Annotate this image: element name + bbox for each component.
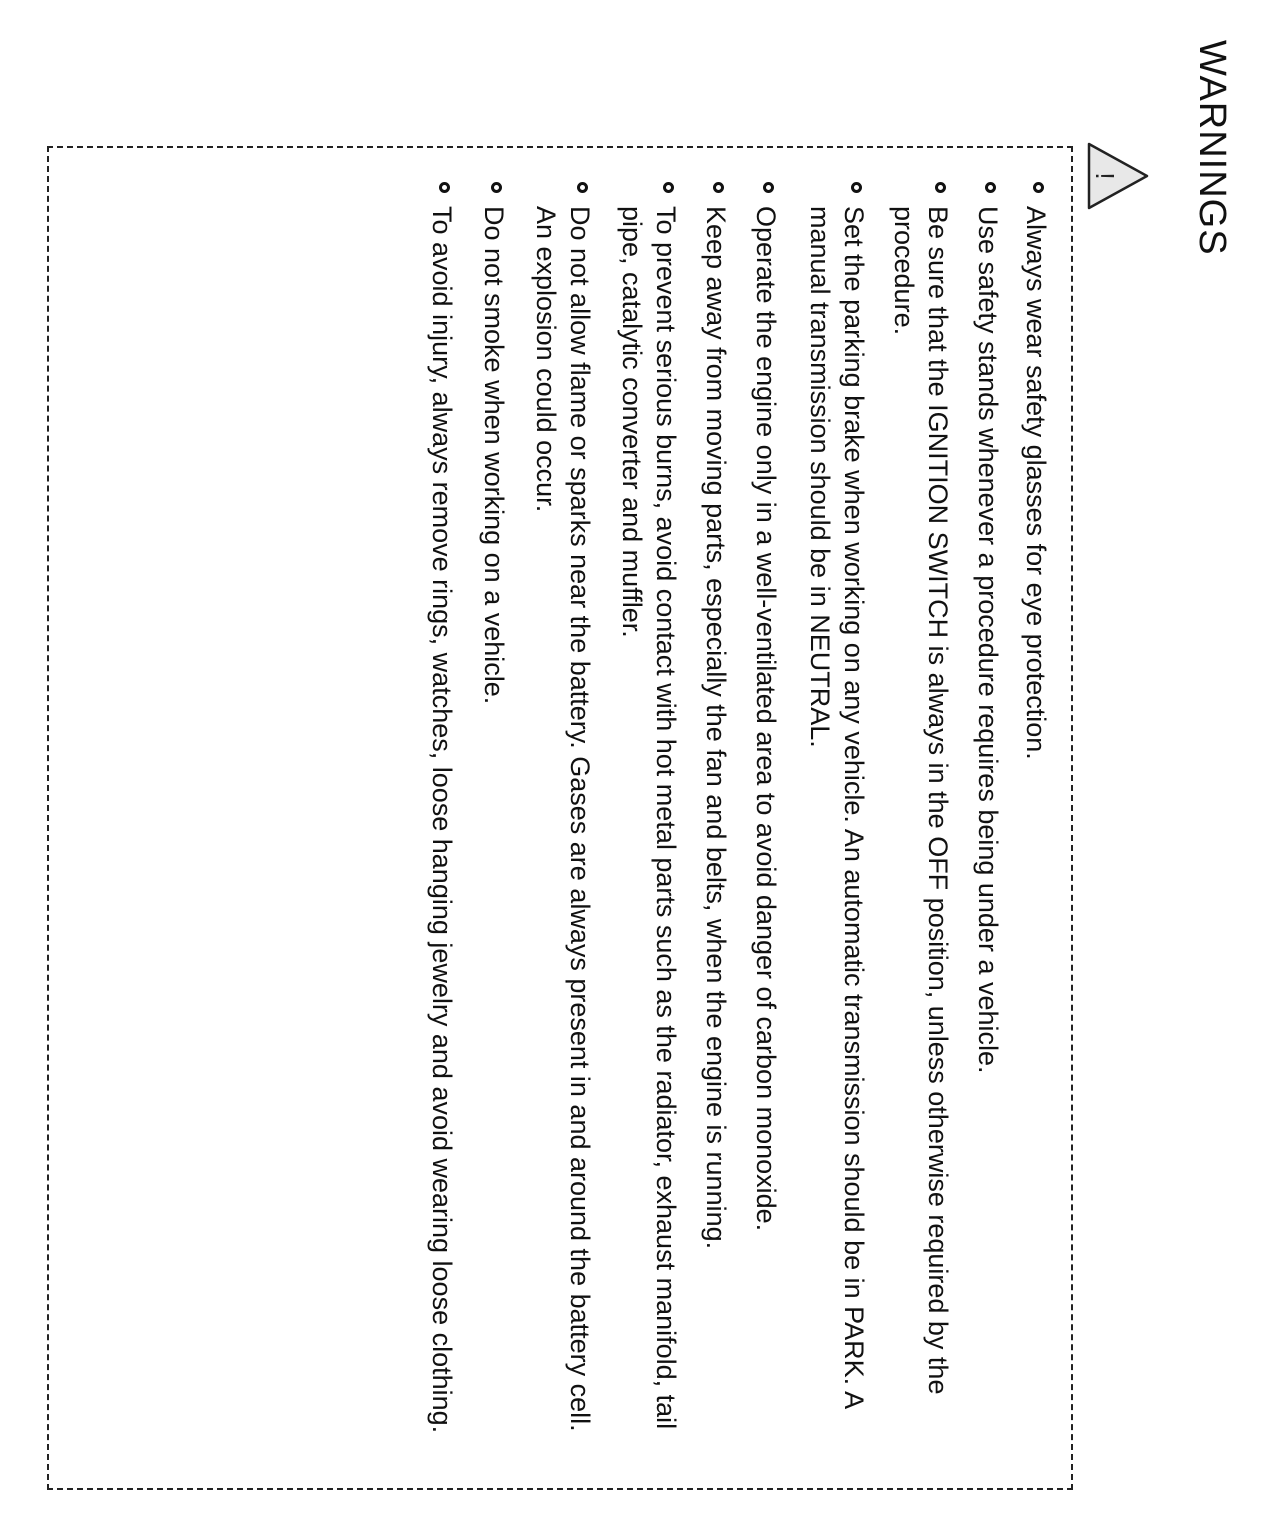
bullet-circle-icon bbox=[439, 182, 450, 193]
bullet-circle-icon bbox=[851, 182, 862, 193]
warning-glyph: ! bbox=[1090, 172, 1120, 180]
warnings-list bbox=[425, 178, 1053, 1468]
warning-text: Be sure that the IGNITION SWITCH is always in the OFF position, unless otherwise required by the procedure. bbox=[889, 206, 953, 1395]
warning-triangle-icon bbox=[1085, 140, 1151, 212]
warning-text: Do not smoke when working on a vehicle. bbox=[479, 206, 509, 705]
warning-item bbox=[1019, 178, 1053, 1468]
bullet-circle-icon bbox=[713, 182, 724, 193]
bullet-circle-icon bbox=[985, 182, 996, 193]
bullet-circle-icon bbox=[577, 182, 588, 193]
warning-item bbox=[425, 178, 459, 1468]
warning-text: Use safety stands whenever a procedure requires being under a vehicle. bbox=[973, 206, 1003, 1074]
warning-item bbox=[971, 178, 1005, 1468]
page-title: WARNINGS bbox=[1191, 40, 1233, 256]
warning-text: Always wear safety glasses for eye protection. bbox=[1021, 206, 1051, 760]
warning-text: To avoid injury, always remove rings, watches, loose hanging jewelry and avoid wearing loose clothing. bbox=[427, 206, 457, 1434]
warning-text: To prevent serious burns, avoid contact with hot metal parts such as the radiator, exhaust manifold, tail pipe, catalytic converter and muffler. bbox=[617, 206, 681, 1430]
warning-item bbox=[803, 178, 871, 1468]
warning-item bbox=[699, 178, 733, 1468]
warning-item bbox=[615, 178, 683, 1468]
bullet-circle-icon bbox=[763, 182, 774, 193]
warning-text: Keep away from moving parts, especially the fan and belts, when the engine is running. bbox=[701, 206, 731, 1250]
warning-text: Operate the engine only in a well-ventilated area to avoid danger of carbon monoxide. bbox=[751, 206, 781, 1232]
warning-item bbox=[529, 178, 597, 1468]
bullet-circle-icon bbox=[663, 182, 674, 193]
bullet-circle-icon bbox=[1033, 182, 1044, 193]
bullet-circle-icon bbox=[491, 182, 502, 193]
warning-item bbox=[749, 178, 783, 1468]
warning-item bbox=[887, 178, 955, 1468]
bullet-circle-icon bbox=[935, 182, 946, 193]
warning-text: Do not allow flame or sparks near the battery. Gases are always present in and around the battery cell. An explosion could occur. bbox=[531, 206, 595, 1432]
warning-item bbox=[477, 178, 511, 1468]
warning-text: Set the parking brake when working on any vehicle. An automatic transmission should be in PARK. A manual transmission should be in NEUTRAL. bbox=[805, 206, 869, 1408]
